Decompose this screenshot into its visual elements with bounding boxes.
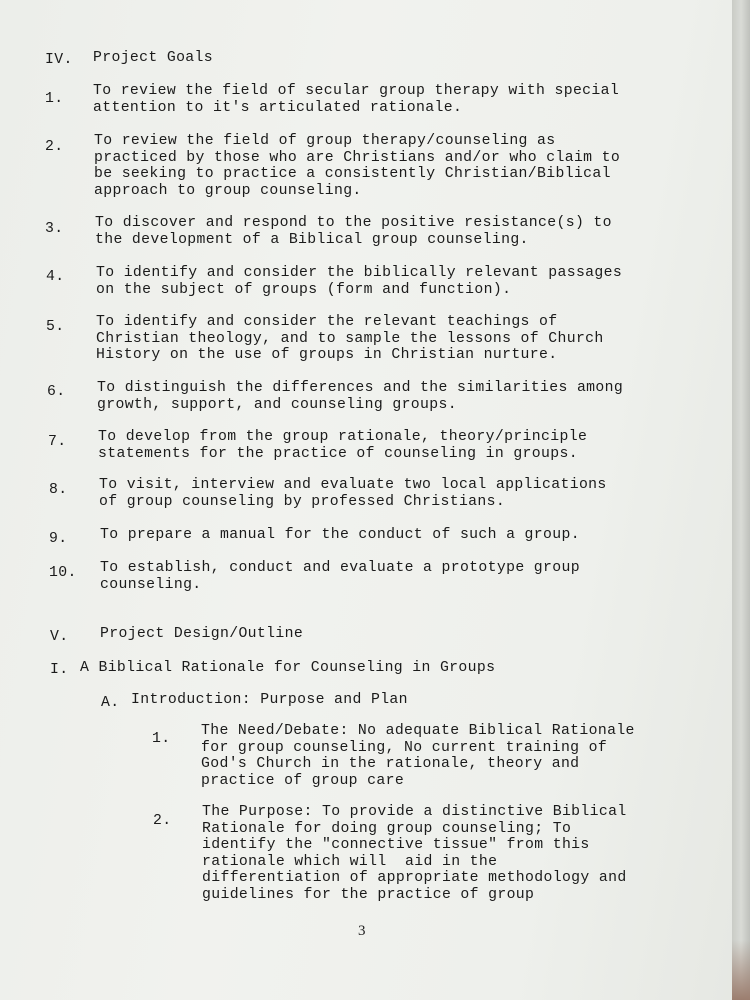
- part-i-title: A Biblical Rationale for Counseling in Groups: [80, 660, 496, 676]
- goal-item-9: To prepare a manual for the conduct of such a group.: [100, 527, 580, 543]
- goal-number: 7.: [48, 434, 67, 450]
- goal-number: 1.: [45, 91, 64, 107]
- page-edge: [732, 0, 750, 1000]
- goal-item-5: To identify and consider the relevant teachings of Christian theology, and to sample the lessons of Church History on the use of groups in Christian nurture.: [96, 314, 604, 363]
- section-v-number: V.: [50, 629, 69, 645]
- goal-number: 2.: [45, 139, 64, 155]
- goal-item-7: To develop from the group rationale, theory/principle statements for the practice of counseling in groups.: [98, 429, 588, 462]
- thumb-shadow: [732, 940, 750, 1000]
- goal-number: 4.: [46, 269, 65, 285]
- goal-number: 8.: [49, 482, 68, 498]
- goal-item-3: To discover and respond to the positive resistance(s) to the development of a Biblical group counseling.: [95, 215, 612, 248]
- outline-point-number: 1.: [152, 731, 171, 747]
- part-i-number: I.: [50, 662, 69, 678]
- page-number: 3: [358, 923, 366, 939]
- goal-item-2: To review the field of group therapy/counseling as practiced by those who are Christians and/or who claim to be seeking to practice a consistently Christian/Biblical approach to group counseling.: [94, 133, 621, 199]
- goal-number: 10.: [49, 565, 77, 581]
- section-iv-number: IV.: [45, 52, 73, 68]
- outline-point-2: The Purpose: To provide a distinctive Biblical Rationale for doing group counseling; To identify the "connective tissue" from this rationale which will aid in the differentiation of appropriate methodology and guidelines for the practice of group: [202, 804, 627, 903]
- goal-number: 3.: [45, 221, 64, 237]
- outline-point-1: The Need/Debate: No adequate Biblical Rationale for group counseling, No current training of God's Church in the rationale, theory and practice of group care: [201, 723, 635, 789]
- section-v-heading: Project Design/Outline: [100, 626, 304, 642]
- goal-number: 9.: [49, 531, 68, 547]
- outline-point-number: 2.: [153, 813, 172, 829]
- goal-item-1: To review the field of secular group therapy with special attention to it's articulated rationale.: [93, 83, 620, 116]
- goal-number: 6.: [47, 384, 66, 400]
- goal-item-8: To visit, interview and evaluate two local applications of group counseling by professed Christians.: [99, 477, 607, 510]
- section-iv-heading: Project Goals: [93, 50, 213, 66]
- goal-item-6: To distinguish the differences and the similarities among growth, support, and counseling groups.: [97, 380, 624, 413]
- goal-item-10: To establish, conduct and evaluate a prototype group counseling.: [100, 560, 580, 593]
- goal-item-4: To identify and consider the biblically relevant passages on the subject of groups (form and function).: [96, 265, 623, 298]
- subsection-a-title: Introduction: Purpose and Plan: [131, 692, 408, 708]
- subsection-a-number: A.: [101, 695, 120, 711]
- goal-number: 5.: [46, 319, 65, 335]
